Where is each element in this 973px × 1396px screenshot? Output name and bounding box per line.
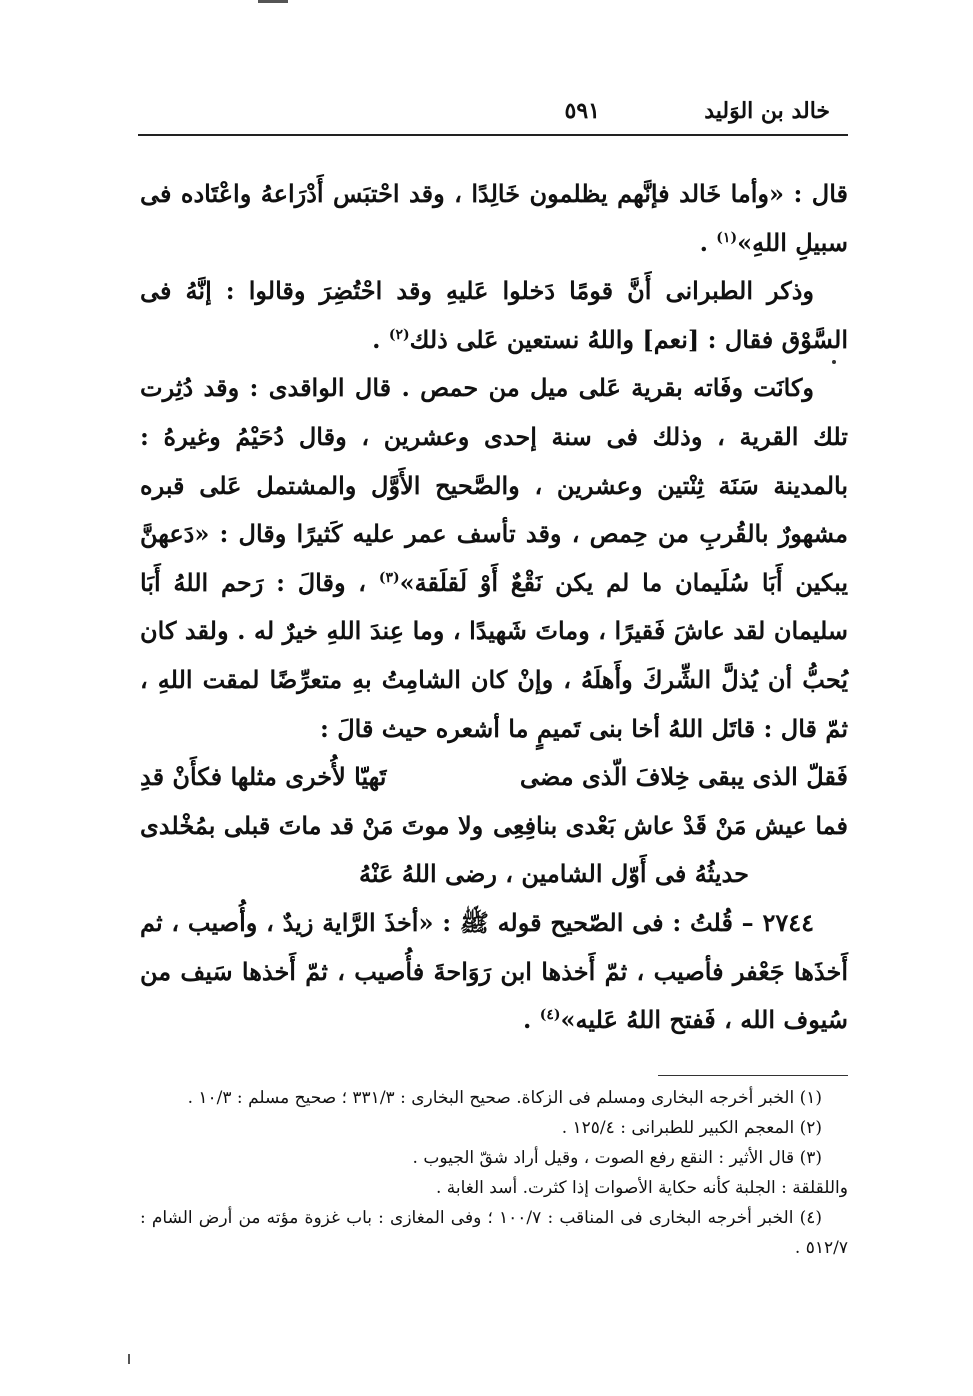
header-rule (138, 134, 848, 136)
footnote-2: (٢) المعجم الكبير للطبرانى : ١٢٥/٤ . (561, 1118, 822, 1138)
poem (140, 753, 848, 850)
paragraph-3: وكانَت وفَاته بقرية عَلى ميل من حمص . قال الواقدى : وقد دُثِرت تلك القرية ، وذلك فى سنة إحدى وعشرين ، وقال دُحَيْمُ وغيرهُ : بالمدينة سَنَة ثِنْتين وعشرين ، والصَّحيح الأَوَّل والمشتمل عَلى قبره مشهورٌ بالقُربِ من حِمص ، وقد تأسف عمر عليه كَثيرًا وقال : «دَعهنَّ يبكين أَبَا سُلَيمان ما لم يكن نَقْعٌ أَوْ لَقلَقة»$^{(٣)}$ ، وقالَ : رَحم اللهُ أَبَا سليمان لقد عاشَ فَقيرًا ، وماتَ شَهيدًا ، وما عِندَ اللهِ خيرٌ له . ولقد كان يُحبُّ أن يُذلَّ الشِّركَ وأَهلَهُ ، وإنْ كان الشامِتُ بهِ متعرِّضًا لمقت اللهِ ، ثمّ قال : قاتَل اللهُ أخا بنى تَميمٍ ما أشعره حيث قالَ : (140, 373, 849, 743)
footnote-ref-4: (٤) (539, 1007, 561, 1024)
bottom-scan-mark (128, 1354, 130, 1364)
paragraph-4: حديثُهُ فى أَوّل الشامين ، رضى اللهُ عَنْهُ (359, 859, 749, 889)
footnote-rule (658, 1075, 848, 1076)
paragraph-5: ٢٧٤٤ – قُلتُ : فى الصّحيح قوله ﷺ : «أخذَ الرَّاية زيدٌ ، وأُصيب ، ثم أَخذَها جَعْفر فأصيب ، ثمّ أَخذها ابن رَوَاحةَ فأُصيب ، ثمّ أَخذها سَيف من سُيوف الله ، فَفتح اللهُ عَليه»$^{(٤)}$ . (140, 907, 849, 1035)
verse-1-second-hemistich: تَهيّا لأُخرى مثلها فكأَنْ قدِ (140, 762, 387, 792)
header-title: خالد بن الوَليد (704, 98, 830, 124)
verse-1-first-hemistich: فَقلّ الذى يبقى خِلافَ الّذى مضى (519, 762, 848, 792)
paragraph-1: قال : «وأما خَالد فإنَّهم يظلمون خَالِدًا ، وقد احْتبَس أَدْرَاعهُ واعْتَاده فى سبيلِ اللهِ»$^{(١)}$ . (140, 179, 848, 257)
verse-2-second-hemistich: ولا موتَ مَنْ قد ماتَ قبلى بمُخْلدى (140, 810, 484, 840)
paragraph-2: وذكر الطبرانى أَنَّ قومًا دَخلوا عَليهِ وقد احْتُضِرَ وقالوا : إنَّهُ فى السَّوْق فقال : [نعم] واللهُ نستعين عَلى ذلك$^{(٢)}$ . (140, 276, 848, 354)
footnote-4: (٤) الخبر أخرجه البخارى فى المناقب : ١٠٠/٧ ؛ وفى المغازى : باب غزوة مؤته من أرض الشام : ٥١٢/٧ . (140, 1208, 848, 1258)
top-scan-mark (258, 0, 288, 3)
footnote-ref-2: (٢) (388, 326, 410, 343)
running-header (140, 92, 840, 132)
footnotes (140, 1083, 848, 1263)
footnote-ref-1: (١) (716, 229, 738, 246)
footnote-1: (١) الخبر أخرجه البخارى ومسلم فى الزكاة. صحيح البخارى : ٣٣١/٣ ؛ صحيح مسلم : ١٠/٣ . (187, 1088, 822, 1108)
poem-verse-2 (140, 802, 848, 851)
footnote-3-continued: واللقلقة : الجلبة كأنه حكاية الأصوات إذا كثرت. أسد الغابة . (435, 1178, 848, 1198)
footnote-ref-3: (٣) (378, 569, 400, 586)
poem-verse-1 (140, 753, 848, 802)
main-text (140, 170, 848, 1045)
page-number: ٥٩١ (564, 98, 600, 124)
verse-2-first-hemistich: فما عيش مَنْ قَدْ عاش بَعْدى بنافِعِى (492, 810, 848, 840)
footnote-3: (٣) قال الأثير : النقع رفع الصوت ، وقيل أراد شقّ الجيوب . (412, 1148, 822, 1168)
